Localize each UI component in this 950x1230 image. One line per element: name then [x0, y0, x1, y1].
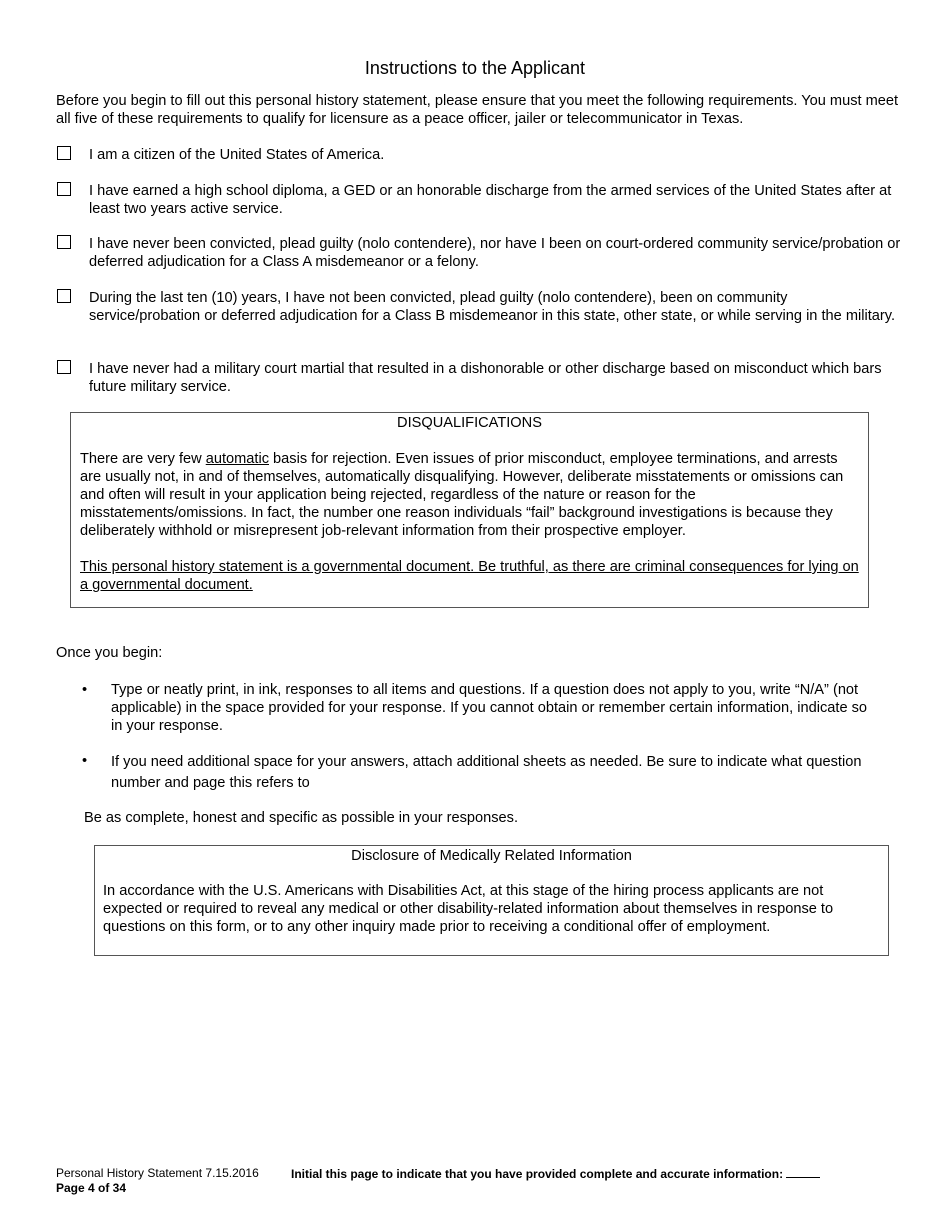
disqualifications-text-start: There are very few — [80, 451, 206, 467]
once-you-begin-label: Once you begin: — [56, 645, 163, 661]
footer-info — [56, 1166, 259, 1196]
disqualifications-heading: DISQUALIFICATIONS — [397, 415, 542, 431]
requirement-text: I am a citizen of the United States of America. — [89, 147, 385, 163]
initial-prompt-text: Initial this page to indicate that you have provided complete and accurate information: — [291, 1167, 784, 1181]
requirement-checkbox[interactable] — [57, 289, 71, 303]
requirement-text: During the last ten (10) years, I have not been convicted, plead guilty (nolo contendere), been on community service/probation or deferred adjudication for a Class B misdemeanor in this state, other state, or while serving in the military. — [89, 290, 896, 324]
requirement-checkbox[interactable] — [57, 235, 71, 249]
requirement-text: I have earned a high school diploma, a GED or an honorable discharge from the armed services of the United States after at least two years active service. — [89, 183, 892, 217]
requirement-item — [56, 146, 901, 164]
requirement-item — [56, 235, 901, 271]
requirement-item — [56, 360, 901, 396]
disqualifications-paragraph — [80, 450, 860, 540]
requirement-checkbox[interactable] — [57, 182, 71, 196]
medical-disclosure-heading: Disclosure of Medically Related Information — [351, 848, 632, 864]
page-title: Instructions to the Applicant — [364, 58, 586, 78]
governmental-document-warning: This personal history statement is a governmental document. Be truthful, as there are criminal consequences for lying on a governmental document. — [80, 559, 859, 593]
requirement-checkbox[interactable] — [57, 146, 71, 160]
initial-prompt — [291, 1166, 820, 1182]
disqualifications-box — [70, 412, 869, 608]
page-number: Page 4 of 34 — [56, 1181, 127, 1195]
instruction-text: Type or neatly print, in ink, responses to all items and questions. If a question does not apply to you, write “N/A” (not applicable) in the space provided for your response. If you cannot obtain or remember certain information, indicate so in your response. — [111, 682, 868, 734]
instruction-text: If you need additional space for your answers, attach additional sheets as needed. Be sure to indicate what question number and page this refers to — [111, 754, 862, 791]
bullet-icon: • — [82, 682, 88, 698]
requirement-item — [56, 289, 901, 325]
disqualifications-text-rest: basis for rejection. Even issues of prior misconduct, employee terminations, and arrests are usually not, in and of themselves, automatically disqualifying. However, deliberate misstatements or omissions can and often will result in your application being rejected, regardless of the nature or reason for the misstatements/omissions. In fact, the number one reason individuals “fail” background investigations is because they deliberately withhold or misrepresent job-relevant information from their prospective employer. — [80, 451, 844, 539]
initial-field[interactable] — [786, 1166, 820, 1178]
requirement-item — [56, 182, 901, 218]
requirement-checkbox[interactable] — [57, 360, 71, 374]
requirement-text: I have never been convicted, plead guilty (nolo contendere), nor have I been on court-ordered community service/probation or deferred adjudication for a Class A misdemeanor or a felony. — [89, 236, 901, 270]
intro-paragraph: Before you begin to fill out this personal history statement, please ensure that you meet the following requirements. You must meet all five of these requirements to qualify for licensure as a peace officer, jailer or telecommunicator in Texas. — [56, 93, 899, 127]
be-complete-note: Be as complete, honest and specific as possible in your responses. — [84, 810, 519, 826]
disqualifications-emphasis: automatic — [205, 451, 269, 467]
bullet-icon: • — [82, 753, 88, 769]
medical-disclosure-text: In accordance with the U.S. Americans with Disabilities Act, at this stage of the hiring process applicants are not expected or required to reveal any medical or other disability-related information about themselves in response to questions on this form, or to any other inquiry made prior to receiving a conditional offer of employment. — [103, 883, 834, 935]
instruction-bullet — [82, 681, 882, 735]
form-name: Personal History Statement 7.15.2016 — [56, 1166, 259, 1180]
medical-disclosure-box — [94, 845, 889, 956]
instruction-bullet — [82, 752, 882, 793]
requirement-text: I have never had a military court martial that resulted in a dishonorable or other discharge based on misconduct which bars future military service. — [89, 361, 882, 395]
